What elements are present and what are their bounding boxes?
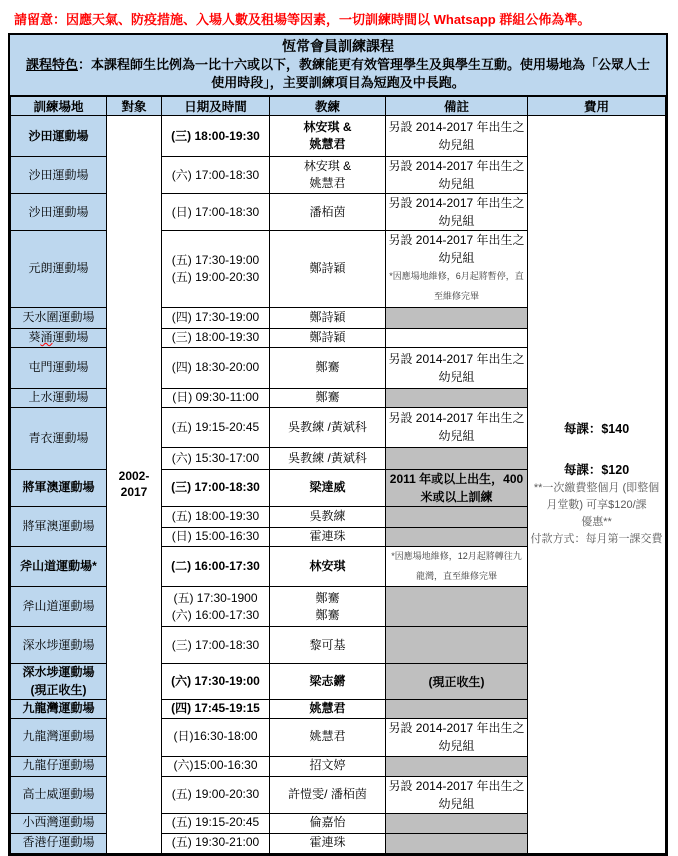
venue-cell: 小西灣運動場	[11, 813, 107, 833]
venue-cell: 青衣運動場	[11, 407, 107, 469]
fee-payment-method: 付款方式：每月第一課交費	[530, 532, 663, 545]
feature-text: ：本課程師生比例為一比十六或以下，教練能更有效管理學生及與學生互動。使用場地為「公眾人士使用時段」，主要訓練項目為短跑及中長跑。	[78, 56, 651, 91]
venue-cell: 屯門運動場	[11, 347, 107, 388]
venue-cell: 沙田運動場	[11, 157, 107, 194]
coach-cell: 林安琪 & 姚慧君	[270, 116, 386, 157]
coach-cell: 梁志鏘	[270, 664, 386, 700]
datetime-cell: (三) 17:00-18:30	[162, 627, 270, 664]
remark-cell	[386, 813, 528, 833]
venue-cell: 葵涌運動場	[11, 328, 107, 347]
remark-cell: 另設 2014-2017 年出生之幼兒組	[386, 157, 528, 194]
venue-cell: 沙田運動場	[11, 194, 107, 231]
coach-cell: 霍連珠	[270, 527, 386, 546]
datetime-cell: (日) 17:00-18:30	[162, 194, 270, 231]
datetime-cell: (五) 17:30-19:00 (五) 19:00-20:30	[162, 231, 270, 308]
coach-cell: 鄭詩穎	[270, 307, 386, 328]
col-header-remark: 備註	[386, 97, 528, 116]
datetime-cell: (四) 17:45-19:15	[162, 700, 270, 718]
venue-cell: 深水埗運動場	[11, 627, 107, 664]
datetime-cell: (三) 18:00-19:30	[162, 328, 270, 347]
coach-cell: 鄭詩穎	[270, 328, 386, 347]
remark-cell: 2011 年或以上出生，400 米或以上訓練	[386, 469, 528, 506]
col-header-target: 對象	[107, 97, 162, 116]
coach-cell: 鄭詩穎	[270, 231, 386, 308]
remark-cell	[386, 506, 528, 527]
venue-cell: 九龍灣運動場	[11, 700, 107, 718]
coach-cell: 霍連珠	[270, 833, 386, 853]
datetime-cell: (六) 17:30-19:00	[162, 664, 270, 700]
col-header-datetime: 日期及時間	[162, 97, 270, 116]
venue-cell: 高士威運動場	[11, 776, 107, 813]
remark-cell	[386, 833, 528, 853]
coach-cell: 潘栢茵	[270, 194, 386, 231]
table-description	[20, 56, 656, 92]
datetime-cell: (日) 09:30-11:00	[162, 388, 270, 407]
remark-cell	[386, 328, 528, 347]
datetime-cell: (五) 19:15-20:45	[162, 407, 270, 447]
venue-cell: 天水圍運動場	[11, 307, 107, 328]
coach-cell: 吳教練 /黃斌科	[270, 407, 386, 447]
coach-cell: 林安琪	[270, 546, 386, 587]
datetime-cell: (五) 19:00-20:30	[162, 776, 270, 813]
fee-discount-note: **一次繳費整個月 (即整個月堂數) 可享$120/課	[533, 481, 660, 511]
datetime-cell: (六) 17:00-18:30	[162, 157, 270, 194]
schedule-grid	[10, 96, 666, 853]
col-header-venue: 訓練場地	[11, 97, 107, 116]
coach-cell: 許愷雯/ 潘栢茵	[270, 776, 386, 813]
datetime-cell: (五) 17:30-1900 (六) 16:00-17:30	[162, 587, 270, 627]
remark-cell: 另設 2014-2017 年出生之幼兒組	[386, 407, 528, 447]
venue-cell: 將軍澳運動場	[11, 506, 107, 546]
venue-cell: 九龍仔運動場	[11, 756, 107, 776]
header-row	[11, 97, 666, 116]
fee-per-class-120: 每課：$120	[563, 463, 630, 478]
remark-cell: 另設 2014-2017 年出生之幼兒組	[386, 776, 528, 813]
venue-cell: 上水運動場	[11, 388, 107, 407]
venue-cell: 深水埗運動場 (現正收生)	[11, 664, 107, 700]
coach-cell: 吳教練 /黃斌科	[270, 447, 386, 469]
remark-cell	[386, 627, 528, 664]
fee-cell	[528, 116, 666, 853]
datetime-cell: (六)15:00-16:30	[162, 756, 270, 776]
remark-cell: (現正收生)	[386, 664, 528, 700]
col-header-coach: 教練	[270, 97, 386, 116]
coach-cell: 姚慧君	[270, 718, 386, 756]
fee-discount-note-2: 優惠**	[581, 515, 612, 528]
remark-cell	[386, 527, 528, 546]
coach-cell: 黎可基	[270, 627, 386, 664]
remark-cell	[386, 447, 528, 469]
target-age-cell: 2002-2017	[107, 116, 162, 853]
datetime-cell: (二) 16:00-17:30	[162, 546, 270, 587]
datetime-cell: (日) 15:00-16:30	[162, 527, 270, 546]
notice-text: 請留意：因應天氣、防疫措施、入場人數及租場等因素，一切訓練時間以 Whatsapp 群組公佈為準。	[14, 12, 591, 27]
coach-cell: 姚慧君	[270, 700, 386, 718]
coach-cell: 林安琪 & 姚慧君	[270, 157, 386, 194]
venue-cell: 元朗運動場	[11, 231, 107, 308]
coach-cell: 倫嘉怡	[270, 813, 386, 833]
remark-cell	[386, 546, 528, 587]
datetime-cell: (四) 17:30-19:00	[162, 307, 270, 328]
remark-cell: 另設 2014-2017 年出生之幼兒組	[386, 194, 528, 231]
datetime-cell: (五) 19:30-21:00	[162, 833, 270, 853]
remark-cell: 另設 2014-2017 年出生之幼兒組	[386, 116, 528, 157]
datetime-cell: (五) 18:00-19:30	[162, 506, 270, 527]
remark-cell	[386, 388, 528, 407]
remark-cell: 另設 2014-2017 年出生之幼兒組	[386, 718, 528, 756]
col-header-fee: 費用	[528, 97, 666, 116]
maintenance-note: *因應場地維修，6月起將暫停，直至維修完畢	[389, 271, 524, 302]
coach-cell: 鄭騫	[270, 347, 386, 388]
remark-cell	[386, 587, 528, 627]
remark-cell	[386, 700, 528, 718]
coach-cell: 鄭騫	[270, 388, 386, 407]
table-row	[11, 116, 666, 157]
coach-cell: 吳教練	[270, 506, 386, 527]
venue-cell: 將軍澳運動場	[11, 469, 107, 506]
venue-cell: 九龍灣運動場	[11, 718, 107, 756]
remark-cell	[386, 756, 528, 776]
maintenance-note: *因應場地維修，12月起將轉往九龍灣，直至維修完畢	[391, 550, 522, 581]
spellcheck-squiggle: 涌	[40, 330, 53, 345]
coach-cell: 梁達威	[270, 469, 386, 506]
coach-cell: 招文婷	[270, 756, 386, 776]
fee-per-class-140: 每課：$140	[563, 421, 630, 436]
feature-label: 課程特色	[25, 56, 78, 72]
venue-cell: 香港仔運動場	[11, 833, 107, 853]
training-schedule-table	[8, 33, 668, 856]
table-title-block	[10, 35, 666, 96]
datetime-cell: (四) 18:30-20:00	[162, 347, 270, 388]
datetime-cell: (五) 19:15-20:45	[162, 813, 270, 833]
remark-cell	[386, 307, 528, 328]
venue-cell: 沙田運動場	[11, 116, 107, 157]
datetime-cell: (三) 17:00-18:30	[162, 469, 270, 506]
datetime-cell: (日)16:30-18:00	[162, 718, 270, 756]
datetime-cell: (六) 15:30-17:00	[162, 447, 270, 469]
remark-cell: 另設 2014-2017 年出生之幼兒組	[386, 347, 528, 388]
venue-cell: 斧山道運動場*	[11, 546, 107, 587]
table-title: 恆常會員訓練課程	[282, 38, 394, 54]
datetime-cell: (三) 18:00-19:30	[162, 116, 270, 157]
remark-cell: 另設 2014-2017 年出生之幼兒組 *因應場地維修，6月起將暫停，直至維修完畢	[386, 231, 528, 308]
coach-cell: 鄭騫 鄭騫	[270, 587, 386, 627]
venue-cell: 斧山道運動場	[11, 587, 107, 627]
